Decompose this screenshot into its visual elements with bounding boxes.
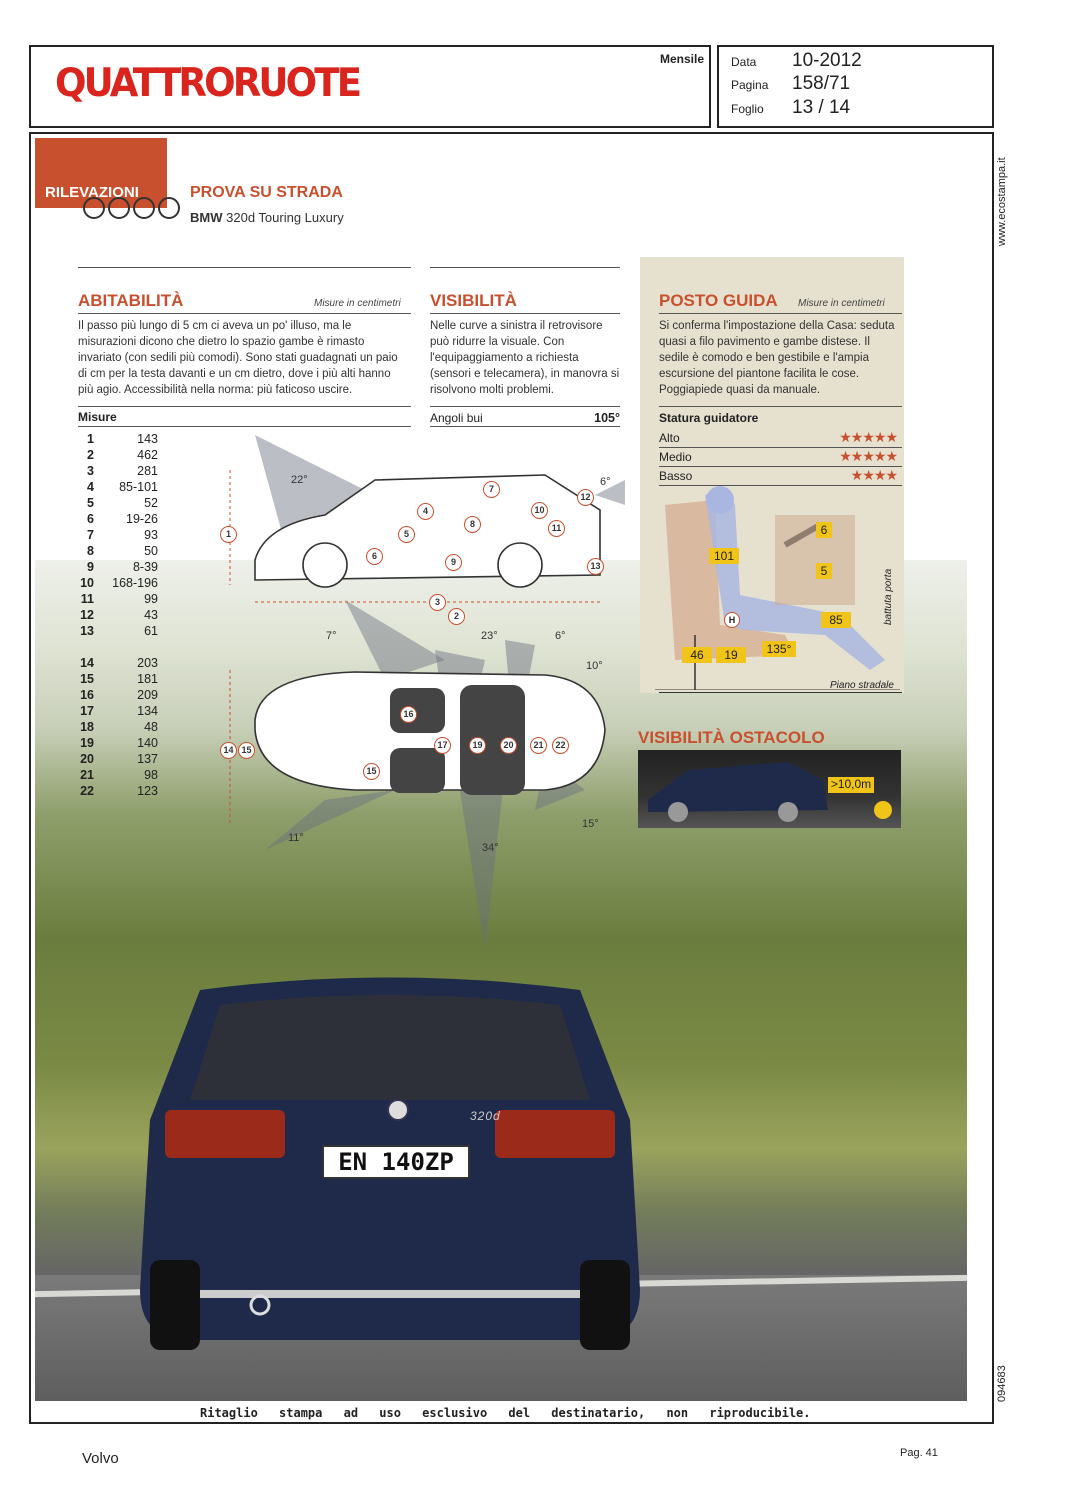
misura-number: 13 bbox=[80, 624, 94, 638]
marker-5: 5 bbox=[398, 526, 415, 543]
misura-value: 203 bbox=[137, 656, 158, 670]
marker-20: 20 bbox=[500, 737, 517, 754]
visibilita-body: Nelle curve a sinistra il retrovisore può ridurre la visuale. Con l'equipaggiamento a richiesta (sensori e telecamera), in manovra si risolvono molti problemi. bbox=[430, 320, 620, 396]
seat-dim-19: 19 bbox=[716, 647, 746, 663]
issue-meta-box bbox=[717, 45, 994, 128]
misura-number: 19 bbox=[80, 736, 94, 750]
misura-row bbox=[78, 448, 158, 464]
marker-15-bottom: 15 bbox=[363, 763, 380, 780]
divider bbox=[430, 313, 620, 314]
stature-row bbox=[659, 450, 899, 464]
misura-row bbox=[78, 576, 158, 592]
pagina-value: 158/71 bbox=[792, 73, 851, 94]
page-number: Pag. 41 bbox=[900, 1447, 938, 1459]
marker-13: 13 bbox=[587, 558, 604, 575]
clipping-code: 094683 bbox=[996, 1365, 1008, 1402]
marker-1: 1 bbox=[220, 526, 237, 543]
misura-number: 2 bbox=[87, 448, 94, 462]
misura-row bbox=[78, 544, 158, 560]
misura-value: 61 bbox=[144, 624, 158, 638]
angle-11: 11° bbox=[288, 832, 304, 844]
angle-7: 7° bbox=[326, 630, 337, 642]
misura-number: 3 bbox=[87, 464, 94, 478]
misura-value: 123 bbox=[137, 784, 158, 798]
obstacle-distance: >10,0m bbox=[828, 777, 874, 793]
misura-value: 52 bbox=[144, 496, 158, 510]
stature-stars: ★★★★ bbox=[850, 467, 897, 483]
marker-7: 7 bbox=[483, 481, 500, 498]
seat-dim-6: 6 bbox=[816, 522, 832, 538]
ground-line bbox=[659, 692, 902, 693]
angle-22: 22° bbox=[291, 474, 308, 486]
misura-row bbox=[78, 432, 158, 448]
marker-3: 3 bbox=[429, 594, 446, 611]
misura-row bbox=[78, 624, 158, 640]
misura-number: 6 bbox=[87, 512, 94, 526]
model-name: 320d Touring Luxury bbox=[226, 210, 344, 225]
misura-value: 209 bbox=[137, 688, 158, 702]
visibilita-title: VISIBILITÀ bbox=[430, 291, 517, 310]
misura-number: 18 bbox=[80, 720, 94, 734]
marker-6: 6 bbox=[366, 548, 383, 565]
misura-number: 15 bbox=[80, 672, 94, 686]
frequency-label: Mensile bbox=[659, 52, 704, 66]
misura-value: 98 bbox=[144, 768, 158, 782]
angle-6-top: 6° bbox=[600, 476, 611, 488]
ground-label: Piano stradale bbox=[830, 680, 894, 691]
stature-label: Basso bbox=[659, 469, 693, 483]
angle-23: 23° bbox=[481, 630, 498, 642]
misura-value: 48 bbox=[144, 720, 158, 734]
misura-row bbox=[78, 720, 158, 736]
marker-17: 17 bbox=[434, 737, 451, 754]
marker-9: 9 bbox=[445, 554, 462, 571]
marker-10: 10 bbox=[531, 502, 548, 519]
marker-16: 16 bbox=[400, 706, 417, 723]
misura-row bbox=[78, 592, 158, 608]
h-point-marker: H bbox=[724, 612, 740, 628]
misura-number: 20 bbox=[80, 752, 94, 766]
divider bbox=[78, 426, 411, 427]
posto-guida-body: Si conferma l'impostazione della Casa: seduta quasi a filo pavimento e gambe distese. Il sedile è comodo e ben gestibile e l'ampia escursione del piantone facilita le cose. Poggiapiede quasi da manuale. bbox=[659, 320, 895, 396]
misure-heading: Misure bbox=[78, 410, 117, 424]
misura-row bbox=[78, 736, 158, 752]
abitabilita-title: ABITABILITÀ bbox=[78, 291, 184, 310]
ecostampa-url: www.ecostampa.it bbox=[996, 157, 1008, 246]
foglio-label: Foglio bbox=[731, 102, 764, 116]
masthead-box bbox=[29, 45, 711, 128]
misura-value: 181 bbox=[137, 672, 158, 686]
misura-row bbox=[78, 608, 158, 624]
misura-number: 8 bbox=[87, 544, 94, 558]
marker-2: 2 bbox=[448, 608, 465, 625]
angoli-bui-value: 105° bbox=[594, 411, 620, 425]
stature-row bbox=[659, 431, 899, 445]
misura-number: 17 bbox=[80, 704, 94, 718]
misura-value: 140 bbox=[137, 736, 158, 750]
stature-heading: Statura guidatore bbox=[659, 411, 759, 425]
misura-value: 8-39 bbox=[132, 560, 158, 574]
marker-4: 4 bbox=[417, 503, 434, 520]
marker-15-left: 15 bbox=[238, 742, 255, 759]
copyright-notice: Ritaglio stampa ad uso esclusivo del destinatario, non riproducibile. bbox=[200, 1406, 811, 1420]
misura-value: 143 bbox=[137, 432, 158, 446]
wheels-icon bbox=[76, 196, 186, 220]
marker-11: 11 bbox=[548, 520, 565, 537]
foglio-value: 13 / 14 bbox=[792, 97, 851, 118]
marker-8: 8 bbox=[464, 516, 481, 533]
seat-dim-5: 5 bbox=[816, 563, 832, 579]
angoli-bui-label: Angoli bui bbox=[430, 411, 483, 425]
misura-value: 19-26 bbox=[126, 512, 158, 526]
quattroruote-logo: QUATTRORUOTE bbox=[55, 61, 360, 106]
misura-row bbox=[78, 752, 158, 768]
divider bbox=[659, 406, 902, 407]
stature-stars: ★★★★★ bbox=[839, 448, 897, 464]
visibilita-ostacolo-title: VISIBILITÀ OSTACOLO bbox=[638, 728, 825, 747]
misura-number: 9 bbox=[87, 560, 94, 574]
misura-row bbox=[78, 528, 158, 544]
misura-number: 7 bbox=[87, 528, 94, 542]
misura-row bbox=[78, 496, 158, 512]
door-label: battuta porta bbox=[883, 568, 894, 625]
misura-value: 168-196 bbox=[112, 576, 158, 590]
misura-value: 43 bbox=[144, 608, 158, 622]
angle-15: 15° bbox=[582, 818, 599, 830]
stature-label: Alto bbox=[659, 431, 680, 445]
misura-row bbox=[78, 656, 158, 672]
marker-12: 12 bbox=[577, 489, 594, 506]
model-brand: BMW bbox=[190, 210, 223, 225]
misura-value: 281 bbox=[137, 464, 158, 478]
misura-number: 11 bbox=[80, 592, 94, 606]
misura-number: 16 bbox=[80, 688, 94, 702]
section-label: RILEVAZIONI bbox=[45, 184, 139, 201]
posto-guida-title: POSTO GUIDA bbox=[659, 291, 778, 310]
misura-number: 1 bbox=[87, 432, 94, 446]
article-kicker: PROVA SU STRADA bbox=[190, 184, 343, 201]
marker-14: 14 bbox=[220, 742, 237, 759]
license-plate: EN 140ZP bbox=[322, 1145, 470, 1179]
divider bbox=[659, 313, 902, 314]
stature-stars: ★★★★★ bbox=[839, 429, 897, 445]
seat-dim-85: 85 bbox=[821, 612, 851, 628]
misura-value: 137 bbox=[137, 752, 158, 766]
divider bbox=[430, 426, 620, 427]
marker-21: 21 bbox=[530, 737, 547, 754]
data-value: 10-2012 bbox=[792, 50, 862, 71]
seat-dim-101: 101 bbox=[709, 548, 739, 564]
misura-value: 93 bbox=[144, 528, 158, 542]
client-name: Volvo bbox=[82, 1450, 119, 1467]
misura-number: 22 bbox=[80, 784, 94, 798]
misura-value: 99 bbox=[144, 592, 158, 606]
model-title bbox=[190, 210, 344, 225]
seat-dim-46: 46 bbox=[682, 647, 712, 663]
misura-number: 4 bbox=[87, 480, 94, 494]
misura-value: 462 bbox=[137, 448, 158, 462]
misura-row bbox=[78, 688, 158, 704]
divider bbox=[430, 406, 620, 407]
misura-number: 10 bbox=[80, 576, 94, 590]
divider bbox=[78, 406, 411, 407]
abitabilita-note: Misure in centimetri bbox=[314, 298, 401, 309]
stature-label: Medio bbox=[659, 450, 692, 464]
stature-row bbox=[659, 469, 899, 483]
misura-row bbox=[78, 704, 158, 720]
misura-number: 5 bbox=[87, 496, 94, 510]
misura-row bbox=[78, 464, 158, 480]
marker-22: 22 bbox=[552, 737, 569, 754]
misura-row bbox=[78, 784, 158, 800]
misura-value: 85-101 bbox=[119, 480, 158, 494]
misura-row bbox=[78, 512, 158, 528]
data-label: Data bbox=[731, 55, 757, 69]
misura-number: 14 bbox=[80, 656, 94, 670]
misura-row bbox=[78, 480, 158, 496]
angle-10: 10° bbox=[586, 660, 603, 672]
abitabilita-body: Il passo più lungo di 5 cm ci aveva un po' illuso, ma le misurazioni dicono che dietro lo spazio gambe è rimasto invariato (con sedili più comodi). Sono stati guadagnati un paio di cm per la testa davanti e un cm dietro, dove i più alti hanno più agio. Accessibilità nella norma: più faticoso uscire. bbox=[78, 320, 398, 396]
marker-19: 19 bbox=[469, 737, 486, 754]
seat-angle-135: 135° bbox=[762, 641, 796, 657]
model-badge: 320d bbox=[470, 1109, 501, 1123]
misura-row bbox=[78, 560, 158, 576]
angle-34: 34° bbox=[482, 842, 499, 854]
divider bbox=[78, 313, 411, 314]
misura-row bbox=[78, 768, 158, 784]
angle-6-mid: 6° bbox=[555, 630, 566, 642]
divider bbox=[430, 267, 620, 268]
divider bbox=[78, 267, 411, 268]
misura-value: 134 bbox=[137, 704, 158, 718]
misura-number: 21 bbox=[80, 768, 94, 782]
pagina-label: Pagina bbox=[731, 78, 769, 92]
posto-guida-note: Misure in centimetri bbox=[798, 298, 885, 309]
misura-number: 12 bbox=[80, 608, 94, 622]
misura-row bbox=[78, 672, 158, 688]
misura-value: 50 bbox=[144, 544, 158, 558]
